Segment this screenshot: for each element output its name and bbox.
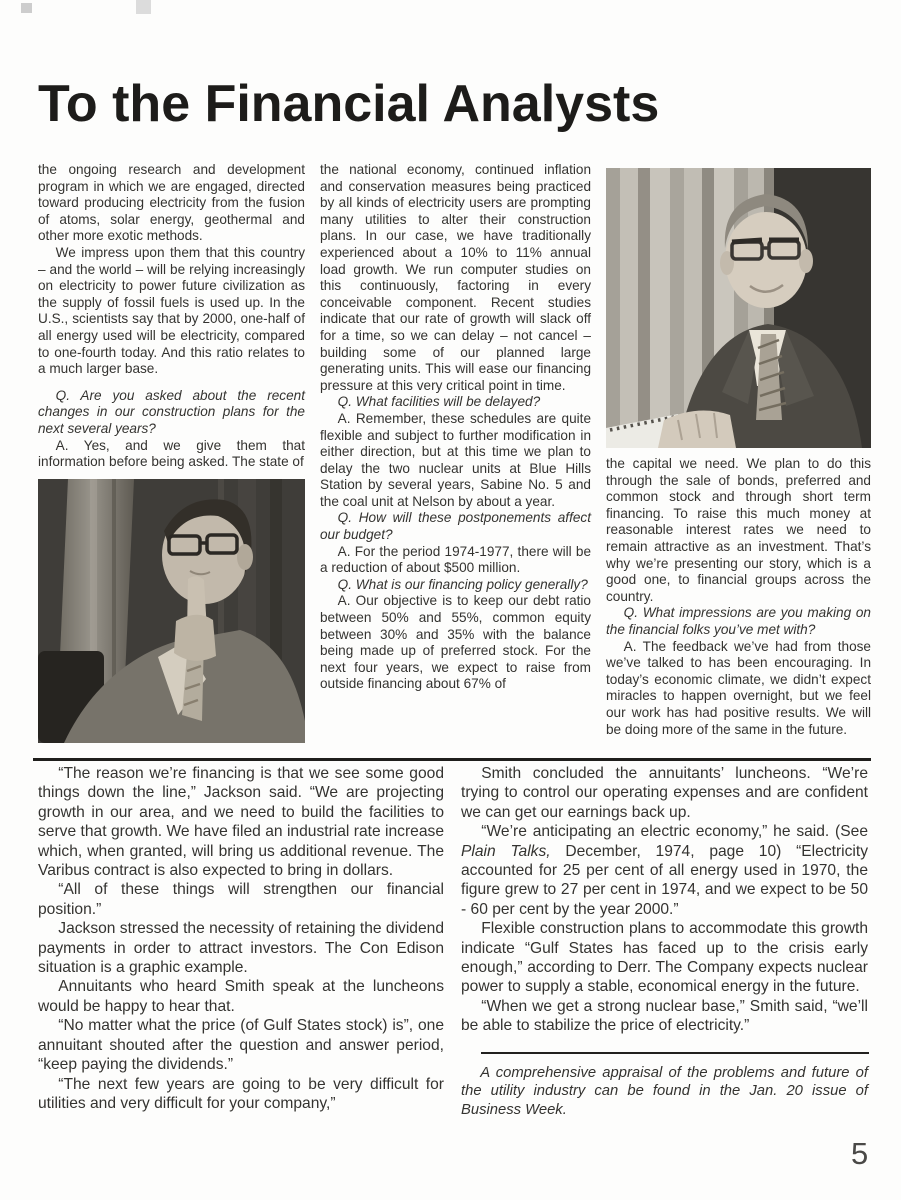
paragraph: “No matter what the price (of Gulf States stock) is”, one annuitant shouted after the question and answer period, “keep paying the dividends.” [38,1017,444,1074]
paragraph: A. Yes, and we give them that information before being asked. The state of [38,437,305,470]
question-paragraph: Q. What is our financing policy generally? [337,576,588,592]
paragraph: “When we get a strong nuclear base,” Smith said, “we’ll be able to stabilize the price of electricity.” [461,997,868,1035]
column-1 [38,162,305,743]
scan-artifact [21,3,32,13]
paragraph: the national economy, continued inflation and conservation measures being practiced by all kinds of electricity users are prompting many utilities to alter their construction plans. In our case, we have traditionally experienced about a 10% to 11% annual load growth. We run computer studies on this continuously, factoring in every conceivable component. Recent studies indicate that our rate of growth will slack off for a time, so we can delay – not cancel – building some of our planned large generating units. This will ease our financing pressure at this very critical point in time. [320,162,591,393]
paragraph: “All of these things will strengthen our financial position.” [38,881,444,918]
paragraph: A. Our objective is to keep our debt ratio between 50% and 55%, common equity between 30% and 35% with the balance being made up of preferred stock. For the next four years, we expect to raise from outside financing about 67% of [320,593,591,692]
footnote-divider [481,1052,869,1054]
footnote: A comprehensive appraisal of the problems and future of the utility industry can be found in the Jan. 20 issue of Business Week. [461,1064,868,1118]
paragraph: A. For the period 1974-1977, there will be a reduction of about $500 million. [320,543,591,576]
paragraph: “The reason we’re financing is that we see some good things down the line,” Jackson said. “We are projecting growth in our area, and we need to build the facilities to serve that growth. We have filed an industrial rate increase which, when granted, will bring us additional revenue. The Varibus contract is also expected to bring in dollars. [38,765,444,880]
photo-executive-thinking [38,479,305,743]
question-paragraph: Q. How will these postponements affect our budget? [320,510,591,543]
photo-executive-smiling [606,168,871,448]
column-2 [320,162,591,743]
paragraph: the capital we need. We plan to do this through the sale of bonds, preferred and common stock and through short term financing. To raise this much money at reasonable interest rates we need to remain attractive as an investment. That’s why we’re presenting our story, which is a good one, to financial groups across the country. [606,456,871,604]
paragraph: “The next few years are going to be very difficult for utilities and very difficult for your company,” [38,1075,444,1112]
paragraph: A. The feedback we’ve had from those we’ve talked to has been encouraging. In today’s economic climate, we didn’t expect miracles to happen overnight, but we feel our work has had positive results. We will be doing more of the same in the future. [606,638,871,737]
paragraph: Jackson stressed the necessity of retaining the dividend payments in order to attract investors. The Con Edison situation is a graphic example. [38,920,444,977]
interview-section [38,162,871,743]
question-paragraph: Q. What facilities will be delayed? [337,394,541,410]
bottom-column-right [461,764,868,1119]
article-section [38,764,868,1119]
paragraph: We impress upon them that this country – and the world – will be relying increasingly on electricity to power future civilization as the supply of fossil fuels is used up. In the U.S., scientists say that by 2000, one-half of all energy used will be electricity, compared to one-fourth today. And this ratio relates to a much larger base. [38,244,305,377]
paragraph: Smith concluded the annuitants’ luncheons. “We’re trying to control our operating expenses and are confident we can get our earnings back up. [461,765,868,821]
question-paragraph: Q. What impressions are you making on the financial folks you’ve met with? [606,605,871,637]
paragraph: the ongoing research and development program in which we are engaged, directed toward producing electricity from the fusion of atoms, solar energy, geothermal and other more exotic methods. [38,162,305,244]
question-paragraph: Q. Are you asked about the recent changes in our construction plans for the next several years? [38,387,305,436]
section-divider [33,758,871,761]
column-3 [606,162,871,743]
scan-artifact [136,0,151,14]
page-title: To the Financial Analysts [38,75,660,133]
page-number: 5 [851,1136,869,1171]
paragraph: Flexible construction plans to accommodate this growth indicate “Gulf States has faced up to the crisis early enough,” according to Derr. The Company expects nuclear power to supply a stable, economical energy in the future. [461,920,868,996]
paragraph: Annuitants who heard Smith speak at the luncheons would be happy to hear that. [38,978,444,1015]
paragraph: “We’re anticipating an electric economy,” he said. (See Plain Talks, December, 1974, page 10) “Electricity accounted for 25 per cent of all energy used in 1970, the figure grew to 27 per cent in 1974, and we expect to be 50 - 60 per cent by the year 2000.” [461,823,868,918]
paragraph: A. Remember, these schedules are quite flexible and subject to further modification in either direction, but at this time we plan to delay the two nuclear units at Blue Hills Station by several years, Sabine No. 5 and the coal unit at Nelson by about a year. [320,410,591,509]
bottom-column-left [38,764,444,1119]
